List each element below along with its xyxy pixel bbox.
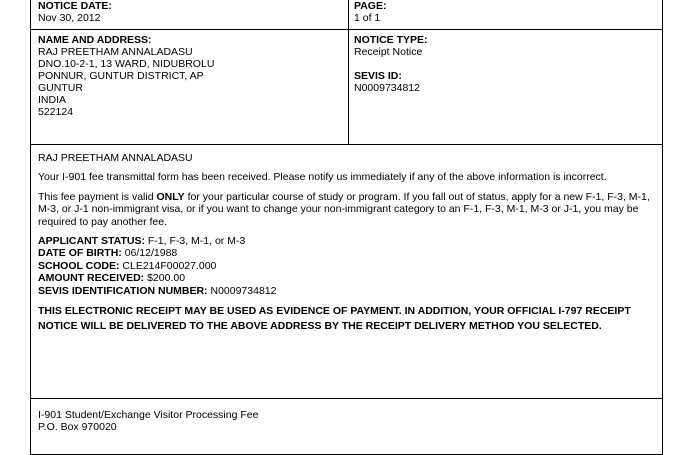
notice-date-value: Nov 30, 2012 [38,12,101,24]
paragraph-validity: This fee payment is valid ONLY for your particular course of study or program. If you fall out of status, apply for a new F-1, F-3, M-1, M-3, or J-1 non-immigrant visa, or if you want to change your non-immigrant category to an F-1, F-3, M-1, M-3 or J-1, you may be required to pay another fee. [38,190,650,228]
paragraph-received: Your I-901 fee transmittal form has been received. Please notify us immediately if any of the above information is incorrect. [38,171,607,184]
date-of-birth: DATE OF BIRTH: 06/12/1988 [38,247,178,260]
footer-address [38,409,258,433]
details-list [38,235,655,297]
school-code: SCHOOL CODE: CLE214F00027.000 [38,259,217,272]
address-line: RAJ PREETHAM ANNALADASU [38,46,193,58]
address-line: PONNUR, GUNTUR DISTRICT, AP [38,70,204,82]
footer-line: P.O. Box 970020 [38,421,117,433]
name-address-label: NAME AND ADDRESS: [38,34,152,46]
notice-type-value: Receipt Notice [354,46,423,58]
salutation: RAJ PREETHAM ANNALADASU [38,152,193,164]
sevis-id-value: N0009734812 [354,82,420,94]
notice-date-label: NOTICE DATE: [38,0,112,12]
address-row [31,30,662,145]
amount-received: AMOUNT RECEIVED: $200.00 [38,272,186,285]
address-line: DNO.10-2-1, 13 WARD, NIDUBROLU [38,58,215,70]
address-line: INDIA [38,94,67,106]
only-emphasis: ONLY [156,190,185,203]
header-row [31,0,662,30]
page-label: PAGE: [354,0,387,12]
notice-type-label: NOTICE TYPE: [354,34,428,46]
address-line: 522124 [38,106,74,118]
applicant-status: APPLICANT STATUS: F-1, F-3, M-1, or M-3 [38,235,246,248]
sevis-id-label: SEVIS ID: [354,70,402,82]
address-line: GUNTUR [38,82,83,94]
receipt-notice-form [30,0,663,455]
body-section [31,145,662,399]
sevis-identification-number: SEVIS IDENTIFICATION NUMBER: N0009734812 [38,284,277,297]
evidence-notice: THIS ELECTRONIC RECEIPT MAY BE USED AS EVIDENCE OF PAYMENT. IN ADDITION, YOUR OFFICIAL I-797 RECEIPT NOTICE WILL BE DELIVERED TO THE ABOVE ADDRESS BY THE RECEIPT DELIVERY METHOD YOU SELECTED. [38,305,631,332]
page-value: 1 of 1 [354,12,381,24]
footer-line: I-901 Student/Exchange Visitor Processing Fee [38,409,259,421]
